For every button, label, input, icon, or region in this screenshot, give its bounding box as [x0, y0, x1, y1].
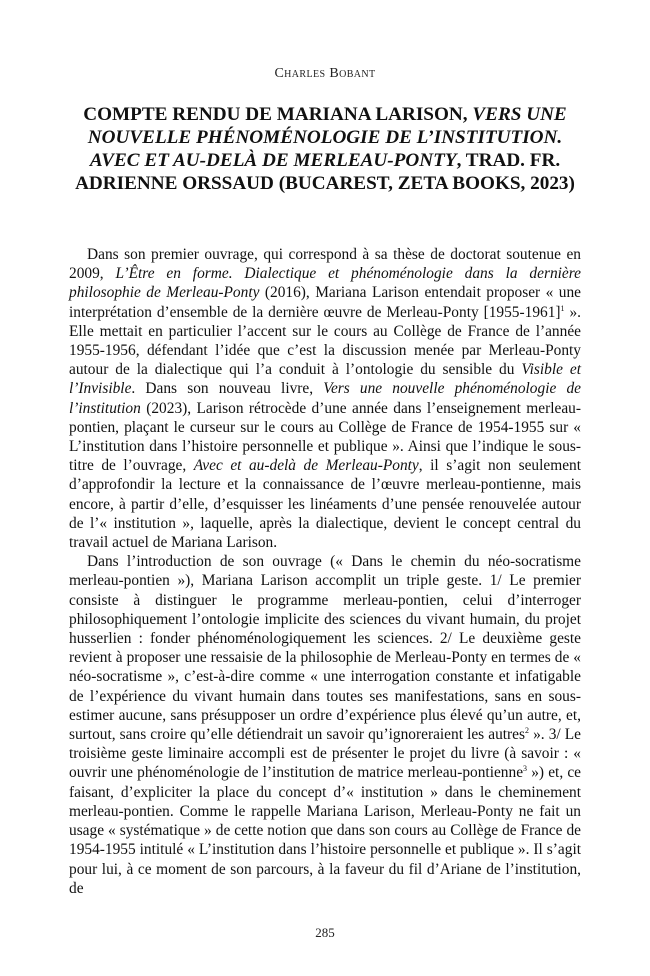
book-title-italic: Vers une nouvelle phénoménologie de l’institution: [69, 380, 581, 417]
text-run: . Dans son nouveau livre,: [131, 380, 324, 398]
footnote-marker[interactable]: 2: [525, 726, 529, 736]
title-book-name: VERS UNE NOUVELLE PHÉNOMÉNOLOGIE DE L’INSTITUTION. AVEC ET AU-DELÀ DE MERLEAU-PONTY: [87, 104, 567, 171]
book-subtitle-italic: Avec et au-delà de Merleau-Ponty: [193, 457, 419, 475]
body-text: [69, 245, 581, 898]
running-header-author: Charles Bobant: [274, 66, 376, 81]
footnote-marker[interactable]: 3: [523, 764, 528, 774]
text-run: , il s’agit non seulement d’approfondir la lecture et la connaissance de l’œuvre merleau-pontienne, mais encore, à partir d’elle, d’esquisser les linéaments d’une pensée renouvelée autour de l’« institution », laquelle, après la dialectique, devient le concept central du travail actuel de Mariana Larison.: [69, 457, 581, 552]
book-title-italic: Visible et l’Invisible: [69, 361, 581, 398]
text-run: ». Elle mettait en particulier l’accent sur le cours au Collège de France de l’année 1955-1956, défendant l’idée que c’est la discussion menée par Merleau-Ponty autour de la dialectique qui l’a conduit à l’ontologie du sensible du: [69, 303, 581, 379]
text-run: (2023), Larison rétrocède d’une année dans l’enseignement merleau-pontien, plaçant le curseur sur le cours au Collège de France de 1954-1955 sur « L’institution dans l’histoire personnelle et publique ». Ainsi que l’indique le sous-titre de l’ouvrage,: [69, 399, 581, 475]
text-run: ». 3/ Le troisième geste liminaire accompli est de présenter le projet du livre (à savoir : « ouvrir une phénoménologie de l’institution de matrice merleau-pontienne: [69, 726, 581, 782]
text-run: ») et, ce faisant, d’expliciter la place du concept d’« institution » dans le cheminement merleau-pontien. Comme le rappelle Mariana Larison, Merleau-Ponty ne fait un usage « systématique » de cette notion que dans son cours au Collège de France de 1954-1955 intitulé « L’institution dans l’histoire personnelle et publique ». Il s’agit pour lui, à ce moment de son parcours, à la faveur du fil d’Ariane de l’institution, de: [69, 764, 582, 897]
page-number: 285: [315, 925, 335, 940]
text-run: (2016), Mariana Larison entendait proposer « une interprétation d’ensemble de la dernière œuvre de Merleau-Ponty [1955-1961]: [69, 284, 581, 321]
review-title: [70, 103, 580, 195]
paragraph-2: [69, 552, 581, 898]
footnote-marker[interactable]: 1: [560, 303, 565, 313]
title-part-3: , TRAD. FR. ADRIENNE ORSSAUD (BUCAREST, ZETA BOOKS, 2023): [75, 150, 575, 194]
title-part-1: COMPTE RENDU DE MARIANA LARISON,: [83, 104, 473, 125]
paragraph-1: [69, 245, 581, 552]
text-run: Dans son premier ouvrage, qui correspond à sa thèse de doctorat soutenue en 2009,: [69, 246, 581, 283]
text-run: Dans l’introduction de son ouvrage (« Dans le chemin du néo-socratisme merleau-pontien »), Mariana Larison accomplit un triple geste. 1/ Le premier consiste à distinguer le programme merleau-pontien, celui d’interroger philosophiquement l’ontologie implicite des sciences du vivant humain, du projet husserlien : fonder phénoménologiquement les sciences. 2/ Le deuxième geste revient à proposer une ressaisie de la philosophie de Merleau-Ponty en termes de « néo-socratisme », c’est-à-dire comme « une interrogation constante et infatigable de l’expérience du vivant humain dans toutes ses manifestations, sans en sous-estimer aucune, sans présupposer un ordre d’expérience plus élevé qu’un autre, et, surtout, sans croire qu’elle détiendrait un savoir qu’ignoreraient les autres: [69, 553, 581, 744]
book-title-italic: L’Être en forme. Dialectique et phénoménologie dans la dernière philosophie de Merleau-Ponty: [69, 265, 581, 302]
